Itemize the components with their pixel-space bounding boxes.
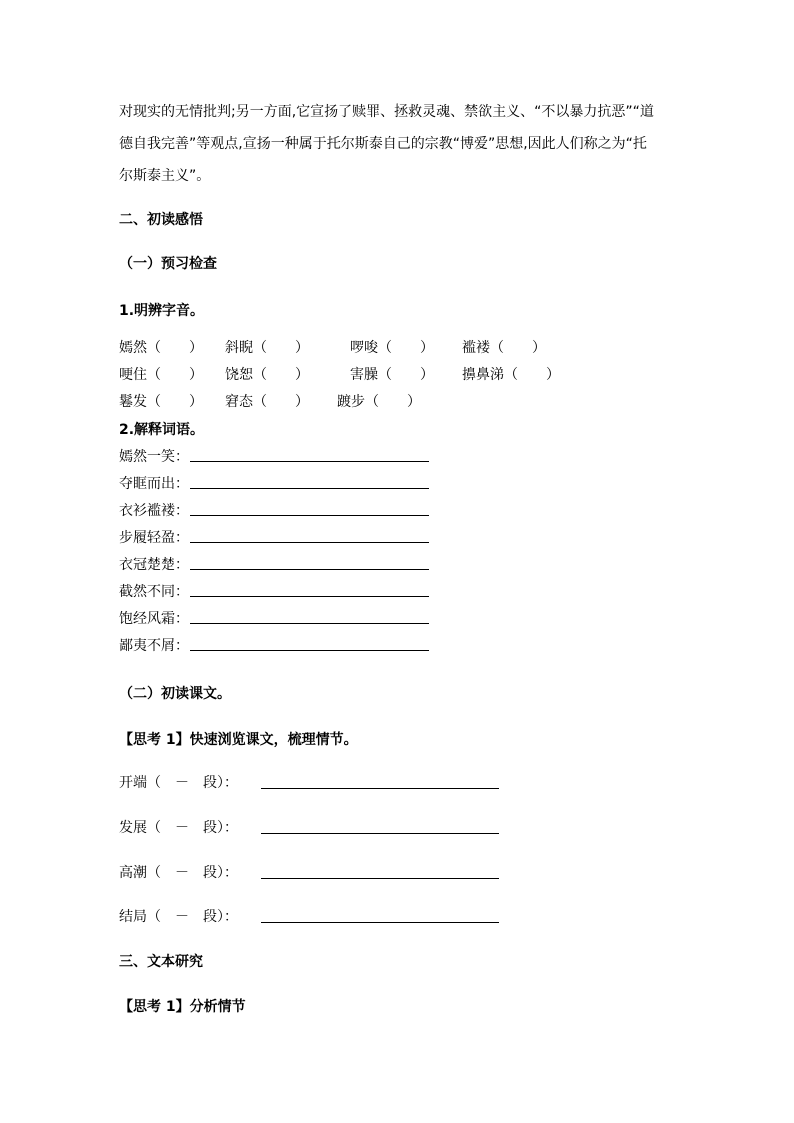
term-label: 截然不同： xyxy=(119,584,189,600)
plot-range: （ － 段）： xyxy=(147,820,238,836)
answer-line[interactable] xyxy=(261,833,499,834)
plot-label: 高潮 xyxy=(119,865,147,881)
term-label: 步履轻盈： xyxy=(119,530,189,546)
pinyin-item: 窘态（ ） xyxy=(225,394,309,410)
term-label: 嫣然一笑： xyxy=(119,449,189,465)
intro-line-3: 尔斯泰主义”。 xyxy=(119,168,211,184)
plot-label: 开端 xyxy=(119,775,147,791)
think-1-plot-analysis-heading: 【思考 1】分析情节 xyxy=(119,999,246,1015)
pronunciation-question: 1.明辨字音。 xyxy=(119,303,205,319)
term-label: 饱经风霜： xyxy=(119,611,189,627)
term-label: 夺眶而出： xyxy=(119,476,189,492)
first-reading-heading: （二）初读课文。 xyxy=(119,686,231,702)
pinyin-item: 哽住（ ） xyxy=(119,367,203,383)
answer-line[interactable] xyxy=(190,569,429,570)
pinyin-item: 踱步（ ） xyxy=(337,394,421,410)
answer-line[interactable] xyxy=(190,542,429,543)
plot-range: （ － 段）： xyxy=(147,865,238,881)
pinyin-item: 斜睨（ ） xyxy=(225,340,309,356)
term-label: 衣衫褴褛： xyxy=(119,503,189,519)
pinyin-item: 啰唆（ ） xyxy=(350,340,434,356)
plot-range: （ － 段）： xyxy=(147,909,238,925)
answer-line[interactable] xyxy=(190,461,429,462)
term-label: 鄙夷不屑： xyxy=(119,638,189,654)
answer-line[interactable] xyxy=(190,596,429,597)
vocabulary-question: 2.解释词语。 xyxy=(119,422,205,438)
section-3-heading: 三、文本研究 xyxy=(119,954,203,970)
intro-line-1: 对现实的无情批判;另一方面,它宣扬了赎罪、拯救灵魂、禁欲主义、“不以暴力抗恶”“道 xyxy=(119,104,654,120)
intro-line-2: 德自我完善”等观点,宣扬一种属于托尔斯泰自己的宗教“博爱”思想,因此人们称之为“托 xyxy=(119,136,647,152)
pinyin-item: 害臊（ ） xyxy=(350,367,434,383)
pinyin-item: 褴褛（ ） xyxy=(462,340,546,356)
answer-line[interactable] xyxy=(261,922,499,923)
term-label: 衣冠楚楚： xyxy=(119,557,189,573)
section-2-heading: 二、初读感悟 xyxy=(119,212,203,228)
answer-line[interactable] xyxy=(261,878,499,879)
pinyin-item: 擤鼻涕（ ） xyxy=(462,367,560,383)
plot-range: （ － 段）： xyxy=(147,775,238,791)
answer-line[interactable] xyxy=(190,515,429,516)
plot-label: 结局 xyxy=(119,909,147,925)
preview-check-heading: （一）预习检查 xyxy=(119,256,217,272)
answer-line[interactable] xyxy=(190,650,429,651)
pinyin-item: 嫣然（ ） xyxy=(119,340,203,356)
answer-line[interactable] xyxy=(190,623,429,624)
pinyin-item: 鬈发（ ） xyxy=(119,394,203,410)
answer-line[interactable] xyxy=(261,788,499,789)
pinyin-item: 饶恕（ ） xyxy=(225,367,309,383)
plot-label: 发展 xyxy=(119,820,147,836)
think-1-heading: 【思考 1】快速浏览课文，梳理情节。 xyxy=(119,732,358,748)
answer-line[interactable] xyxy=(190,488,429,489)
